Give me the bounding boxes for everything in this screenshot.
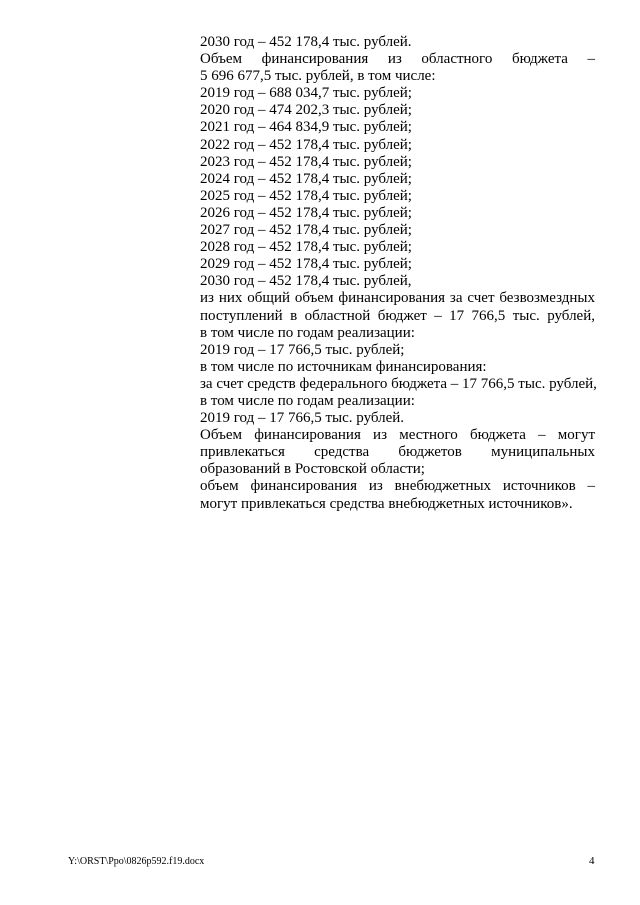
text-line: 2029 год – 452 178,4 тыс. рублей; xyxy=(200,256,412,273)
text-line: из них общий объем финансирования за счет безвозмездных xyxy=(200,290,595,307)
text-line: 2026 год – 452 178,4 тыс. рублей; xyxy=(200,204,412,221)
text-line: 2019 год – 17 766,5 тыс. рублей; xyxy=(200,341,405,358)
text-line: в том числе по источникам финансирования: xyxy=(200,358,487,375)
text-line: за счет средств федерального бюджета – 17 766,5 тыс. рублей, xyxy=(200,375,597,392)
text-line: привлекаться средства бюджетов муниципальных xyxy=(200,444,595,461)
text-line: 2030 год – 452 178,4 тыс. рублей, xyxy=(200,273,412,290)
text-line: 2021 год – 464 834,9 тыс. рублей; xyxy=(200,119,412,136)
text-line: 2030 год – 452 178,4 тыс. рублей. xyxy=(200,34,412,50)
text-line: объем финансирования из внебюджетных источников – xyxy=(200,478,595,495)
text-line: поступлений в областной бюджет – 17 766,5 тыс. рублей, xyxy=(200,307,595,324)
text-line: 2023 год – 452 178,4 тыс. рублей; xyxy=(200,153,412,170)
body-text xyxy=(200,34,595,513)
text-line: 2020 год – 474 202,3 тыс. рублей; xyxy=(200,102,412,119)
text-line: 2028 год – 452 178,4 тыс. рублей; xyxy=(200,239,412,256)
text-line: 2022 год – 452 178,4 тыс. рублей; xyxy=(200,136,412,153)
page-number: 4 xyxy=(589,855,595,867)
text-line: Объем финансирования из областного бюджета – xyxy=(200,51,595,68)
text-line: могут привлекаться средства внебюджетных источников». xyxy=(200,495,573,512)
text-line: 2019 год – 17 766,5 тыс. рублей. xyxy=(200,410,405,427)
text-line: в том числе по годам реализации: xyxy=(200,392,415,409)
text-line: 5 696 677,5 тыс. рублей, в том числе: xyxy=(200,68,436,85)
footer-file-path: Y:\ORST\Ppo\0826p592.f19.docx xyxy=(68,856,205,867)
text-line: 2019 год – 688 034,7 тыс. рублей; xyxy=(200,85,412,102)
text-line: 2025 год – 452 178,4 тыс. рублей; xyxy=(200,187,412,204)
text-line: 2027 год – 452 178,4 тыс. рублей; xyxy=(200,222,412,239)
text-line: Объем финансирования из местного бюджета – могут xyxy=(200,427,595,444)
text-line: 2024 год – 452 178,4 тыс. рублей; xyxy=(200,170,412,187)
text-line: в том числе по годам реализации: xyxy=(200,324,415,341)
text-line: образований в Ростовской области; xyxy=(200,461,425,478)
